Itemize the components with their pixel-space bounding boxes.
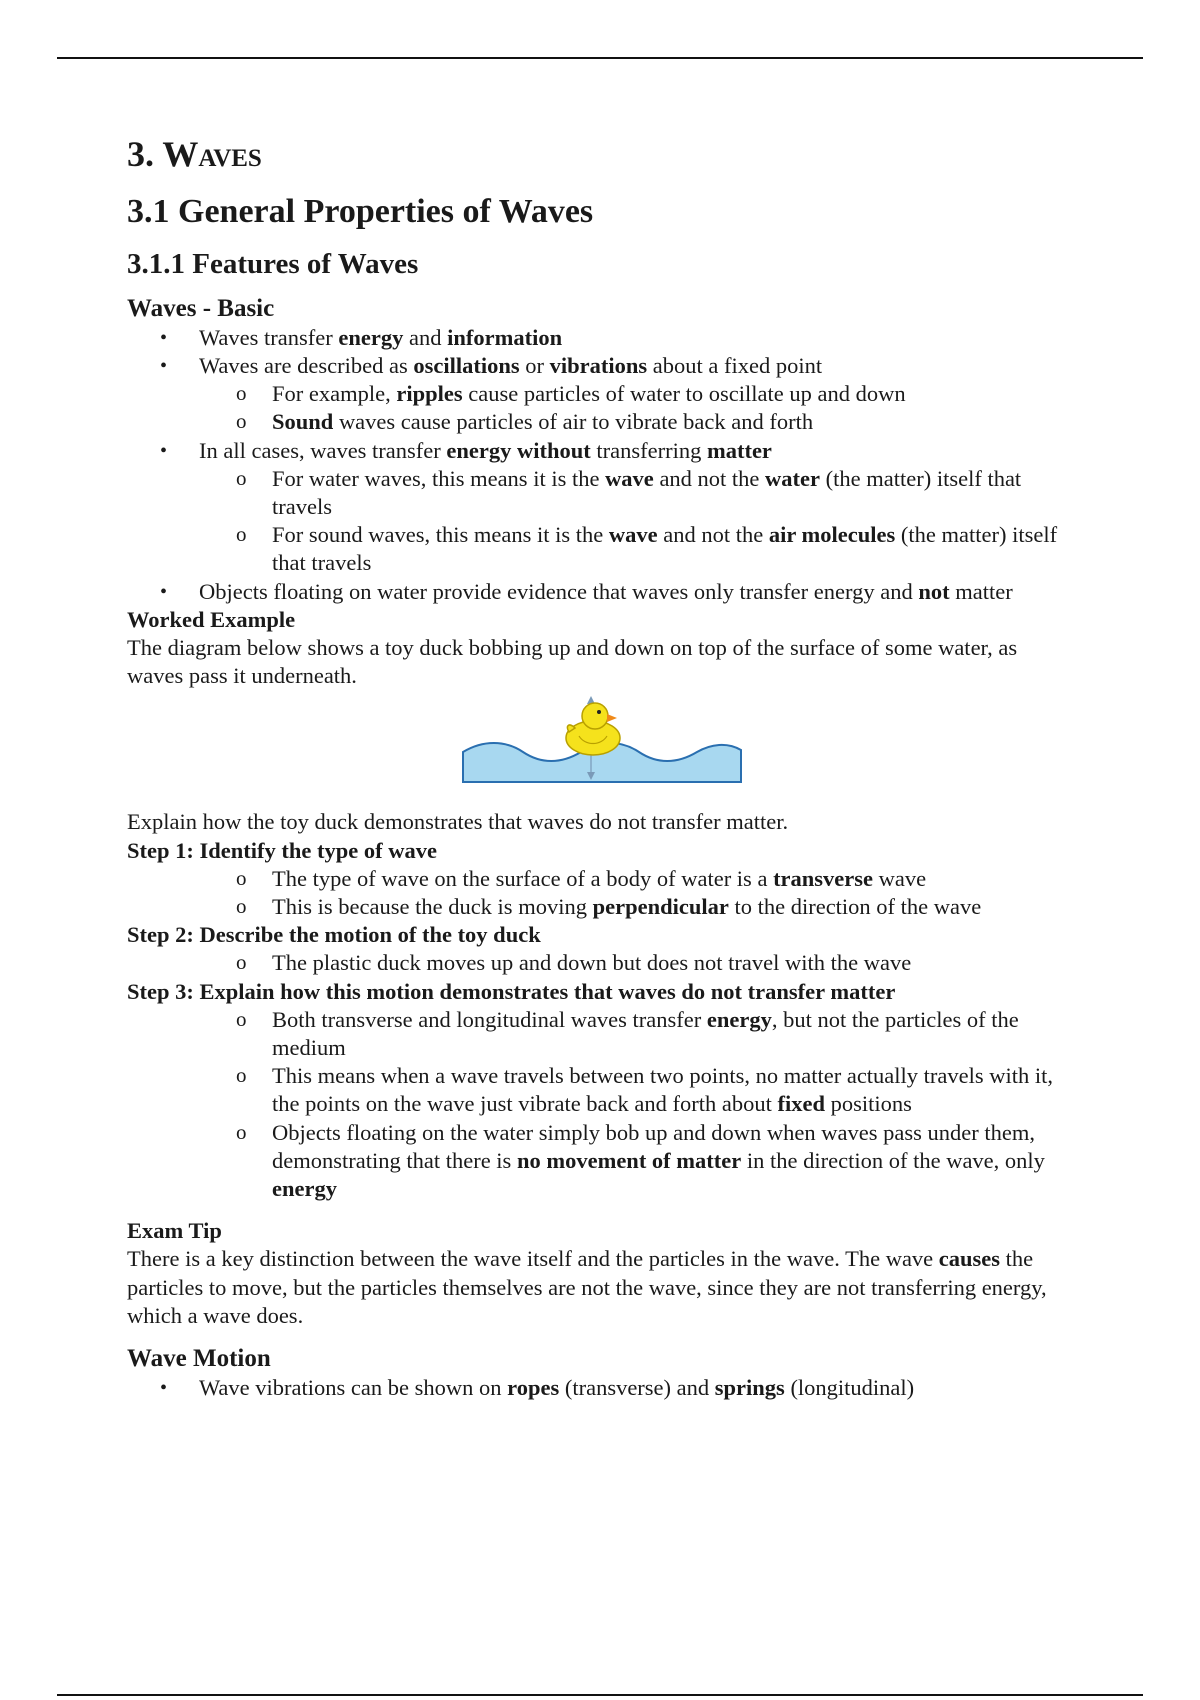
list-item: o For example, ripples cause particles of water to oscillate up and down (127, 380, 1077, 408)
bottom-rule (57, 1694, 1143, 1696)
list-item: • Objects floating on water provide evidence that waves only transfer energy and not matter (127, 578, 1077, 606)
list-item: o Both transverse and longitudinal waves transfer energy, but not the particles of the medium (127, 1006, 1077, 1062)
document-body (127, 132, 1077, 1402)
list-item: • Waves are described as oscillations or vibrations about a fixed point (127, 352, 1077, 380)
step3-label: Step 3: Explain how this motion demonstrates that waves do not transfer matter (127, 978, 896, 1004)
duck-icon (566, 703, 620, 755)
waves-basic-list (127, 578, 1077, 606)
duck-eye-icon (597, 710, 601, 714)
list-item: • In all cases, waves transfer energy without transferring matter (127, 437, 1077, 465)
exam-tip-heading: Exam Tip (127, 1218, 222, 1244)
worked-example-question: Explain how the toy duck demonstrates that waves do not transfer matter. (127, 809, 789, 835)
step2-list (127, 949, 1077, 977)
list-item: o The type of wave on the surface of a body of water is a transverse wave (127, 865, 1077, 893)
waves-basic-sublist (127, 465, 1077, 578)
list-item: o For water waves, this means it is the wave and not the water (the matter) itself that travels (127, 465, 1077, 521)
list-item: o This is because the duck is moving perpendicular to the direction of the wave (127, 893, 1077, 921)
subsection-title: 3.1.1 Features of Waves (127, 247, 419, 280)
exam-tip-body: There is a key distinction between the wave itself and the particles in the wave. The wave causes the particles to move, but the particles themselves are not the wave, since they are not transferring energy, which a wave does. (127, 1246, 1047, 1328)
duck-wave-figure (127, 690, 1077, 808)
list-item: • Waves transfer energy and information (127, 324, 1077, 352)
waves-basic-sublist (127, 380, 1077, 436)
list-item: o Objects floating on the water simply bob up and down when waves pass under them, demonstrating that there is no movement of matter in the direction of the wave, only energy (127, 1119, 1077, 1204)
wave-motion-heading: Wave Motion (127, 1345, 271, 1373)
waves-basic-list (127, 324, 1077, 380)
wave-motion-list (127, 1374, 1077, 1402)
step1-list (127, 865, 1077, 921)
top-rule (57, 57, 1143, 59)
step1-label: Step 1: Identify the type of wave (127, 837, 437, 863)
chapter-title: 3. Waves (127, 134, 262, 174)
waves-basic-heading: Waves - Basic (127, 294, 275, 322)
list-item: o The plastic duck moves up and down but does not travel with the wave (127, 949, 1077, 977)
waves-basic-list (127, 437, 1077, 465)
step2-label: Step 2: Describe the motion of the toy duck (127, 922, 541, 948)
list-item: o For sound waves, this means it is the wave and not the air molecules (the matter) itself that travels (127, 521, 1077, 577)
worked-example-heading: Worked Example (127, 606, 296, 632)
step3-list (127, 1006, 1077, 1203)
duck-beak-icon (607, 714, 617, 722)
list-item: • Wave vibrations can be shown on ropes (transverse) and springs (longitudinal) (127, 1374, 1077, 1402)
section-title: 3.1 General Properties of Waves (127, 193, 594, 230)
duck-wave-illustration (461, 696, 743, 800)
list-item: o Sound waves cause particles of air to vibrate back and forth (127, 408, 1077, 436)
list-item: o This means when a wave travels between two points, no matter actually travels with it, the points on the wave just vibrate back and forth about fixed positions (127, 1062, 1077, 1118)
worked-example-intro: The diagram below shows a toy duck bobbing up and down on top of the surface of some water, as waves pass it underneath. (127, 634, 1018, 689)
